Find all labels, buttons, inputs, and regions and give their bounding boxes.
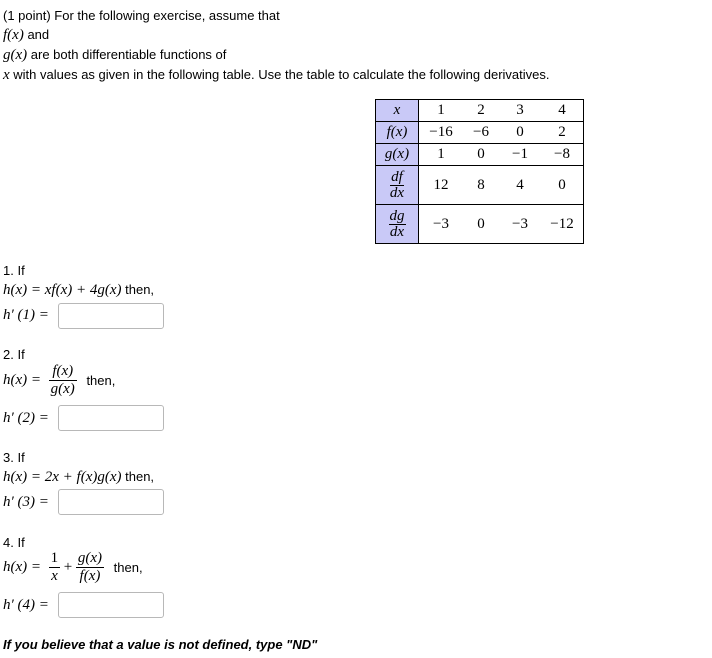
f-value-2: −6 [463,122,499,144]
table-row-f [376,122,584,144]
x-value-4: 4 [541,100,584,122]
p4-prompt: h′ (4) = [3,597,49,613]
p2-statement [3,363,115,398]
p3-expression: h(x) = 2x + f(x)g(x) [3,469,122,485]
dg-value-1: −3 [419,205,464,244]
p4-then: then, [113,560,143,575]
f-of-x: f(x) [3,27,24,43]
values-table [375,99,584,244]
dg-value-3: −3 [499,205,541,244]
intro-line-1: (1 point) For the following exercise, assume that [3,8,280,23]
p4-numerator-1: 1 [50,550,59,566]
p2-denominator: g(x) [50,381,75,397]
intro-instructions: with values as given in the following table. Use the table to calculate the following derivatives. [9,67,550,82]
p2-lhs: h(x) = [3,372,42,388]
p2-fraction [49,363,77,398]
p4-denominator-2: f(x) [79,568,101,584]
table-row-g [376,144,584,166]
dg-value-4: −12 [541,205,584,244]
p4-fraction-2 [76,550,104,585]
p1-answer-input[interactable] [58,303,164,329]
f-value-1: −16 [419,122,464,144]
df-value-1: 12 [419,166,464,205]
x-value-2: 2 [463,100,499,122]
p2-answer-input[interactable] [58,405,164,431]
p3-label: 3. If [3,450,25,465]
p4-lhs: h(x) = [3,559,42,575]
p4-denominator-1: x [51,568,58,584]
dg-numerator: dg [389,207,405,224]
intro-and: and [23,27,50,42]
intro-line-4 [3,67,549,84]
g-of-x: g(x) [3,47,28,63]
intro-line-3 [3,47,226,64]
undefined-value-note: If you believe that a value is not defined, type "ND" [3,637,318,652]
p3-answer-input[interactable] [58,489,164,515]
p3-then: then, [121,469,155,484]
p1-expression: h(x) = xf(x) + 4g(x) [3,282,122,298]
g-value-1: 1 [419,144,464,166]
f-value-4: 2 [541,122,584,144]
x-value-1: 1 [419,100,464,122]
p2-label: 2. If [3,347,25,362]
intro-differentiable: are both differentiable functions of [27,47,227,62]
table-row-x [376,100,584,122]
table-row-df [376,166,584,205]
df-numerator: df [391,168,403,185]
p3-statement [3,469,154,486]
x-var: x [3,67,10,83]
g-value-4: −8 [541,144,584,166]
x-value-3: 3 [499,100,541,122]
p1-label: 1. If [3,263,25,278]
f-value-3: 0 [499,122,541,144]
header-x: x [376,100,419,122]
p4-plus: + [63,559,73,575]
df-value-2: 8 [463,166,499,205]
dg-value-2: 0 [463,205,499,244]
p1-prompt: h′ (1) = [3,307,49,323]
p4-fraction-1 [49,550,61,585]
p2-then: then, [86,373,116,388]
p4-numerator-2: g(x) [77,550,103,566]
p1-statement [3,282,154,299]
g-value-3: −1 [499,144,541,166]
df-value-4: 0 [541,166,584,205]
p4-label: 4. If [3,535,25,550]
p2-prompt: h′ (2) = [3,410,49,426]
p2-numerator: f(x) [49,363,77,381]
g-value-2: 0 [463,144,499,166]
p1-then: then, [121,282,155,297]
p4-statement [3,550,143,585]
intro-line-2 [3,27,49,44]
df-value-3: 4 [499,166,541,205]
header-df [376,166,419,205]
dg-denominator: dx [389,223,405,240]
p3-prompt: h′ (3) = [3,494,49,510]
header-dg [376,205,419,244]
header-f: f(x) [376,122,419,144]
table-row-dg [376,205,584,244]
header-g: g(x) [376,144,419,166]
p4-answer-input[interactable] [58,592,164,618]
df-denominator: dx [389,184,405,201]
